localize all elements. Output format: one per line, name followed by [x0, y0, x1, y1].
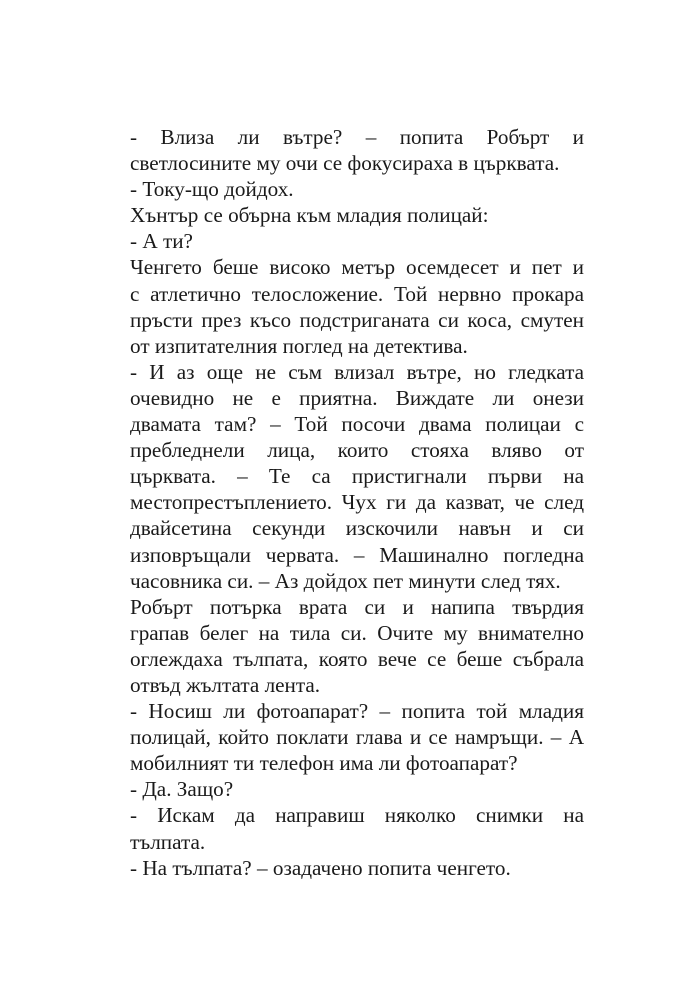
text-line: - А ти?	[130, 229, 193, 254]
text-line: - Носиш ли фотоапарат? – попита той младия	[130, 699, 584, 724]
paragraph	[130, 594, 584, 698]
paragraph	[130, 254, 584, 358]
text-line: - На тълпата? – озадачено попита ченгето.	[130, 855, 511, 880]
text-line: - И аз още не съм влизал вътре, но гледката	[130, 359, 584, 384]
text-line: часовника си. – Аз дойдох пет минути след тях.	[130, 568, 561, 593]
text-line: църквата. – Те са пристигнали първи на	[130, 464, 584, 489]
text-line: - Искам да направиш няколко снимки на	[130, 803, 584, 828]
text-line: грапав белег на тила си. Очите му внимателно	[130, 620, 584, 645]
text-line: светлосините му очи се фокусираха в църквата.	[130, 151, 560, 176]
paragraph	[130, 228, 584, 254]
paragraph	[130, 855, 584, 881]
paragraph	[130, 776, 584, 802]
paragraph	[130, 359, 584, 594]
body-text	[130, 124, 584, 881]
text-line: мобилният ти телефон има ли фотоапарат?	[130, 751, 518, 776]
text-line: местопрестъплението. Чух ги да казват, че след	[130, 490, 584, 515]
paragraph	[130, 802, 584, 854]
text-line: - Току-що дойдох.	[130, 177, 294, 202]
text-line: очевидно не е приятна. Виждате ли онези	[130, 385, 584, 410]
text-line: двайсетина секунди изскочили навън и си	[130, 516, 584, 541]
text-line: - Да. Защо?	[130, 777, 234, 802]
paragraph	[130, 176, 584, 202]
text-line: отвъд жълтата лента.	[130, 672, 321, 697]
text-line: Ченгето беше високо метър осемдесет и пет и	[130, 255, 584, 280]
text-line: пръсти през късо подстриганата си коса, смутен	[130, 307, 584, 332]
text-line: от изпитателния поглед на детектива.	[130, 333, 468, 358]
text-line: двамата там? – Той посочи двама полицаи с	[130, 412, 584, 437]
text-line: с атлетично телосложение. Той нервно прокара	[130, 281, 584, 306]
text-line: Робърт потърка врата си и напипа твърдия	[130, 594, 584, 619]
paragraph	[130, 124, 584, 176]
paragraph	[130, 698, 584, 776]
text-line: оглеждаха тълпата, която вече се беше събрала	[130, 646, 584, 671]
text-line: изповръщали червата. – Машинално погледна	[130, 542, 584, 567]
text-line: Хънтър се обърна към младия полицай:	[130, 203, 489, 228]
paragraph	[130, 202, 584, 228]
text-line: пребледнели лица, които стояха вляво от	[130, 438, 584, 463]
text-line: - Влиза ли вътре? – попита Робърт и	[130, 125, 584, 149]
text-line: полицай, който поклати глава и се намръщи. – А	[130, 725, 584, 750]
text-line: тълпата.	[130, 829, 206, 854]
